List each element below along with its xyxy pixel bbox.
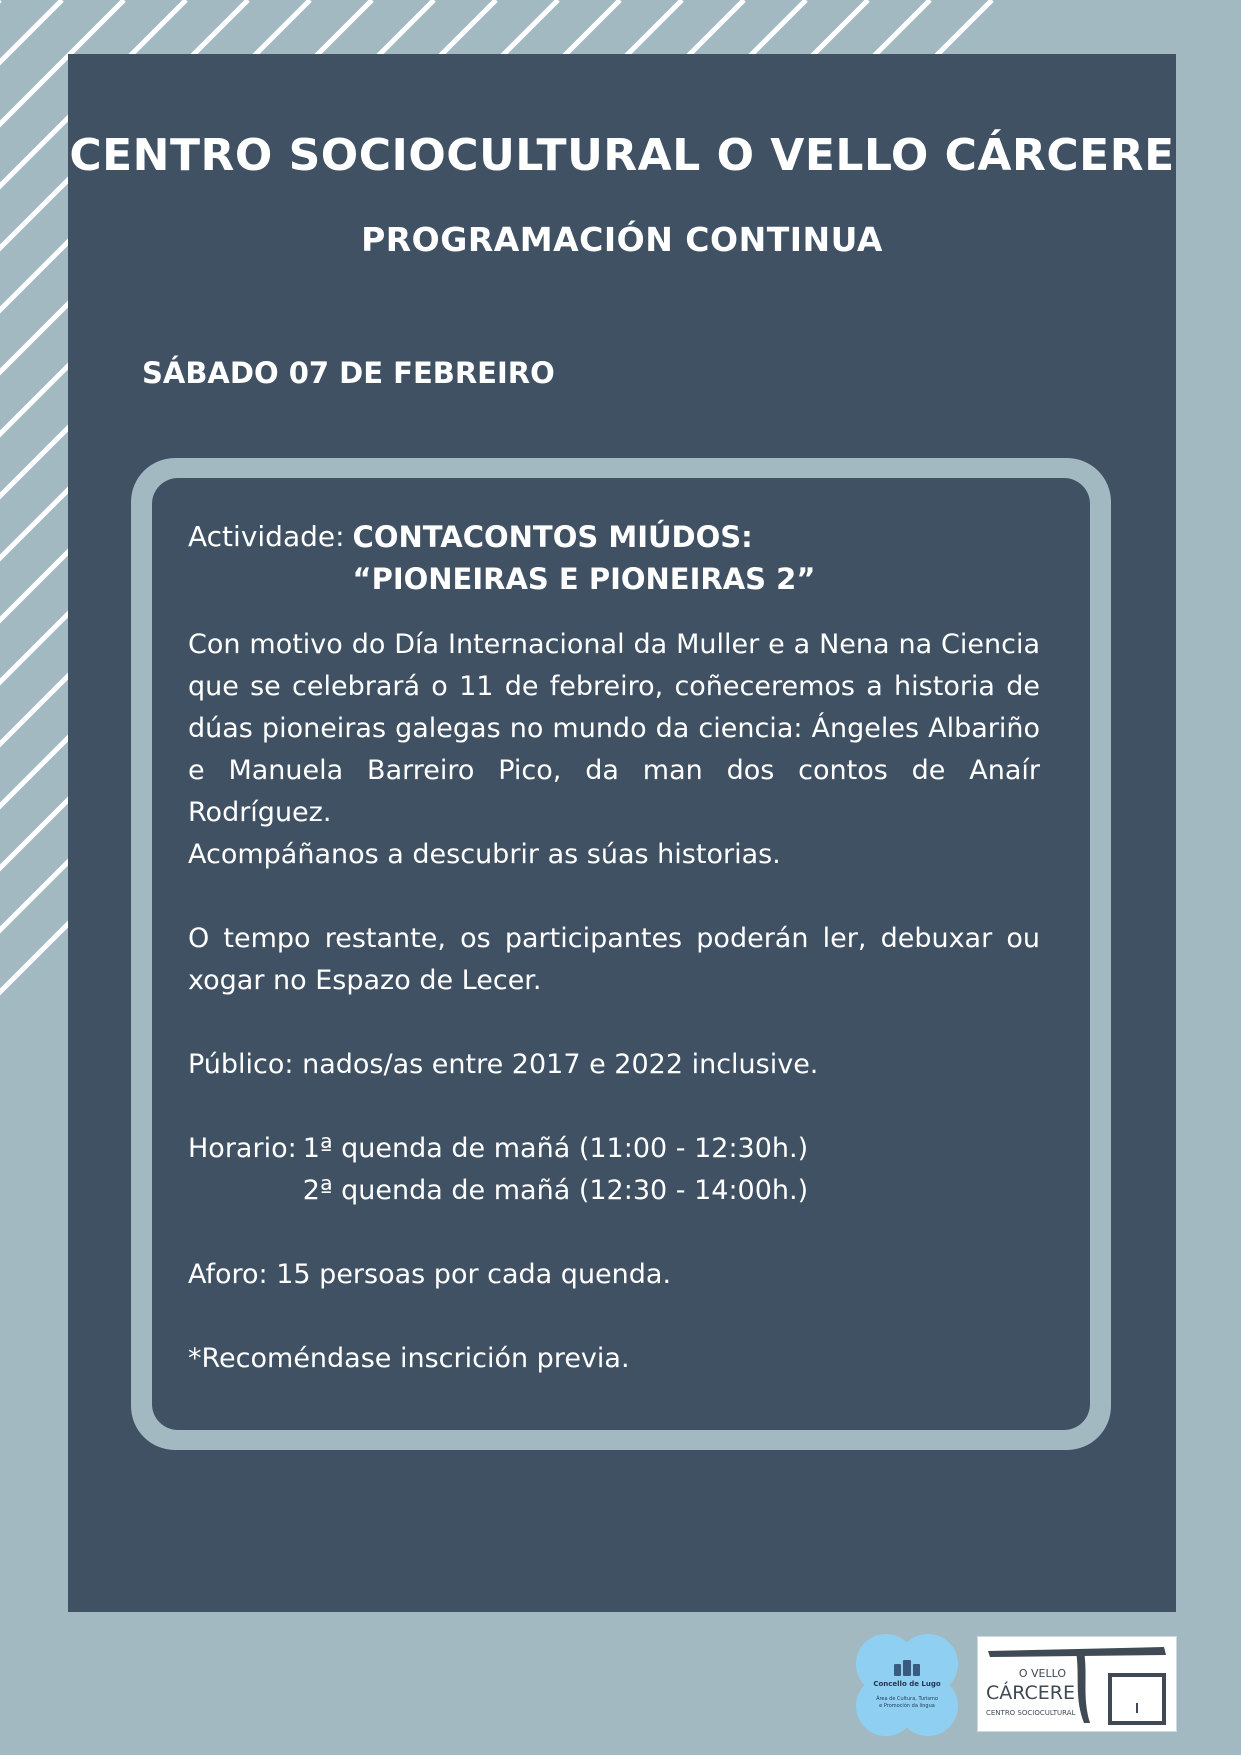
audience-text: Público: nados/as entre 2017 e 2022 inclusive. [188,1049,819,1080]
activity-heading [188,516,1048,600]
o-vello-carcere-logo [977,1636,1177,1732]
schedule-slot: 2ª quenda de mañá (12:30 - 14:00h.) [302,1175,809,1206]
schedule-slot: 1ª quenda de mañá (11:00 - 12:30h.) [302,1133,809,1164]
event-card [152,478,1090,1430]
description-free-time: O tempo restante, os participantes poderán ler, debuxar ou xogar no Espazo de Lecer. [188,923,1040,996]
page-subtitle: PROGRAMACIÓN CONTINUA [361,220,883,259]
description-invitation: Acompáñanos a descubrir as súas historias. [188,839,781,870]
carcere-logo-sub: CENTRO SOCIOCULTURAL [986,1709,1076,1717]
concello-de-lugo-logo [856,1634,958,1736]
schedule-label: Horario: [188,1133,297,1164]
schedule [188,1128,1040,1212]
main-panel [68,54,1176,1612]
lugo-logo-name: Concello de Lugo [873,1680,941,1688]
registration-note: *Recoméndase inscrición previa. [188,1343,630,1374]
event-description [188,624,1040,1380]
carcere-logo-main: CÁRCERE [986,1682,1075,1704]
carcere-logo-top: O VELLO [1018,1667,1066,1680]
event-card-frame [131,458,1111,1450]
event-date: SÁBADO 07 DE FEBREIRO [142,356,555,390]
lugo-logo-line2: e Promoción da lingua [879,1703,935,1709]
page-title: CENTRO SOCIOCULTURAL O VELLO CÁRCERE [69,130,1175,181]
capacity-text: Aforo: 15 persoas por cada quenda. [188,1259,672,1290]
lugo-logo-line1: Área de Cultura, Turismo [876,1696,938,1702]
activity-name: CONTACONTOS MIÚDOS: “PIONEIRAS E PIONEIRAS 2” [352,520,816,596]
description-paragraph: Con motivo do Día Internacional da Muller e a Nena na Ciencia que se celebrará o 11 de febreiro, coñeceremos a historia de dúas pioneiras galegas no mundo da ciencia: Ángeles Albariño e Manuela Barreiro Pico, da man dos contos de Anaír Rodríguez. [188,629,1040,828]
activity-label: Actividade: [188,520,345,553]
